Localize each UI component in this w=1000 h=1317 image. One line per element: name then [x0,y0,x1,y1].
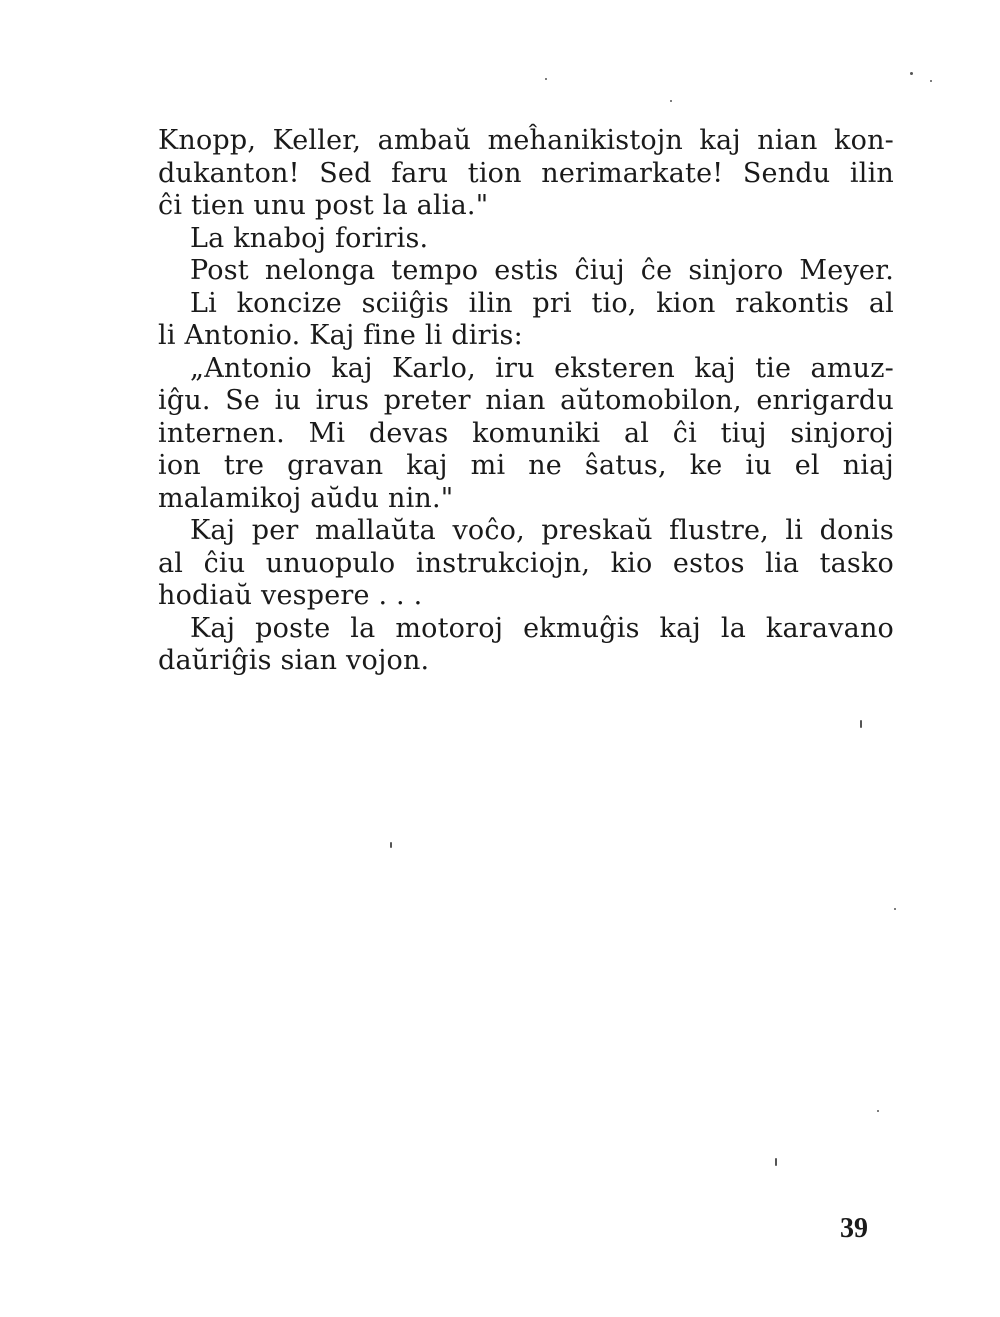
body-text [158,125,894,678]
text-line: La knaboj foriris. [190,222,429,254]
text-line: malamikoj aŭdu nin." [158,482,454,514]
text-line: Kaj poste la motoroj ekmuĝis kaj la karavano [190,612,894,644]
scan-speck [390,842,392,848]
scan-speck [860,720,862,728]
scan-speck [930,80,932,82]
text-line: iĝu. Se iu irus preter nian aŭtomobilon, enrigardu [158,385,894,416]
text-line: al ĉiu unuopulo instrukciojn, kio estos lia tasko [158,547,894,579]
text-line: Knopp, Keller, ambaŭ meĥanikistojn kaj nian kon- [158,125,894,156]
text-line: Li koncize sciiĝis ilin pri tio, kion rakontis al [190,287,894,319]
scan-speck [775,1158,777,1166]
text-line: dukanton! Sed faru tion nerimarkate! Sendu ilin [158,157,894,189]
scan-speck [545,78,547,80]
text-line: daŭriĝis sian vojon. [158,645,430,676]
text-line: ĉi tien unu post la alia." [158,190,489,221]
text-line: ion tre gravan kaj mi ne ŝatus, ke iu el niaj [158,450,894,481]
scan-speck [670,100,672,102]
text-line: hodiaŭ vespere . . . [158,580,423,611]
text-line: Post nelonga tempo estis ĉiuj ĉe sinjoro Meyer. [190,255,894,286]
scan-speck [894,908,896,910]
text-line: Kaj per mallaŭta voĉo, preskaŭ flustre, li donis [190,515,894,546]
scan-speck [910,72,913,75]
scan-speck [877,1110,879,1112]
text-line: li Antonio. Kaj fine li diris: [158,320,523,351]
page-number: 39 [840,1213,868,1244]
text-line: „Antonio kaj Karlo, iru eksteren kaj tie amuz- [190,352,894,384]
text-line: internen. Mi devas komuniki al ĉi tiuj sinjoroj [158,417,894,449]
